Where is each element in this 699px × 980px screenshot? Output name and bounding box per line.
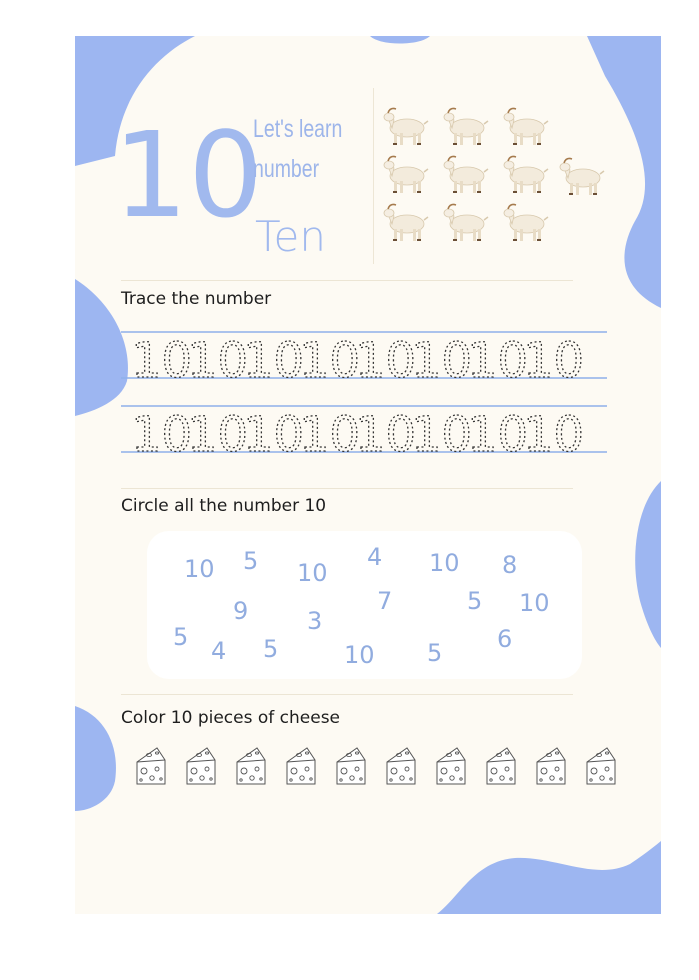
big-number: 10 <box>113 106 264 244</box>
section-divider <box>121 488 573 489</box>
number-word: Ten <box>255 212 326 261</box>
goat-icon <box>444 205 488 242</box>
cheese-row <box>135 744 635 792</box>
number-item[interactable]: 4 <box>367 543 383 571</box>
goat-icon <box>504 205 548 242</box>
goat-icon <box>384 205 428 242</box>
number-item[interactable]: 4 <box>211 637 227 665</box>
number-item[interactable]: 10 <box>519 589 550 617</box>
trace-number[interactable]: 10 <box>355 333 417 389</box>
cheese-icon[interactable] <box>237 748 265 784</box>
goat-icon <box>560 159 604 196</box>
trace-number[interactable]: 10 <box>523 333 585 389</box>
cheese-icon[interactable] <box>487 748 515 784</box>
trace-number[interactable]: 10 <box>243 407 305 454</box>
goat-icon <box>444 109 488 146</box>
goat-icon <box>384 157 428 194</box>
number-cloud <box>147 531 582 679</box>
worksheet <box>75 36 661 914</box>
cheese-title: Color 10 pieces of cheese <box>121 708 341 728</box>
goat-icon <box>504 157 548 194</box>
number-item[interactable]: 3 <box>307 607 323 635</box>
trace-number[interactable]: 10 <box>467 407 529 454</box>
trace-number[interactable]: 10 <box>131 407 193 454</box>
trace-number[interactable]: 10 <box>355 407 417 454</box>
trace-number[interactable]: 10 <box>523 407 585 454</box>
header-divider <box>373 88 374 264</box>
learn-heading <box>253 109 342 189</box>
cheese-icon[interactable] <box>387 748 415 784</box>
tracing-area <box>119 324 609 454</box>
goat-illustrations <box>383 106 613 266</box>
cheese-icon[interactable] <box>537 748 565 784</box>
number-item[interactable]: 10 <box>184 555 215 583</box>
trace-number[interactable]: 10 <box>187 407 249 454</box>
trace-number[interactable]: 10 <box>131 333 193 389</box>
number-item[interactable]: 5 <box>173 623 189 651</box>
goat-icon <box>384 109 428 146</box>
number-item[interactable]: 5 <box>263 635 279 663</box>
section-divider <box>121 280 573 281</box>
goat-icon <box>504 109 548 146</box>
number-item[interactable]: 8 <box>502 551 518 579</box>
circle-title: Circle all the number 10 <box>121 496 327 516</box>
cheese-icon[interactable] <box>287 748 315 784</box>
trace-number[interactable]: 10 <box>467 333 529 389</box>
number-item[interactable]: 10 <box>429 549 460 577</box>
number-item[interactable]: 6 <box>497 625 513 653</box>
trace-title: Trace the number <box>121 289 272 309</box>
trace-number[interactable]: 10 <box>411 407 473 454</box>
cheese-icon[interactable] <box>187 748 215 784</box>
trace-number[interactable]: 10 <box>411 333 473 389</box>
learn-line-2: number <box>253 155 320 183</box>
number-item[interactable]: 7 <box>377 587 393 615</box>
number-item[interactable]: 10 <box>344 641 375 669</box>
number-item[interactable]: 9 <box>233 597 249 625</box>
learn-line-1: Let's learn <box>253 115 343 143</box>
trace-number[interactable]: 10 <box>187 333 249 389</box>
number-item[interactable]: 5 <box>243 547 259 575</box>
goat-icon <box>444 157 488 194</box>
cheese-icon[interactable] <box>587 748 615 784</box>
number-item[interactable]: 5 <box>427 639 443 667</box>
section-divider <box>121 694 573 695</box>
trace-number[interactable]: 10 <box>299 407 361 454</box>
number-item[interactable]: 5 <box>467 587 483 615</box>
cheese-icon[interactable] <box>437 748 465 784</box>
number-item[interactable]: 10 <box>297 559 328 587</box>
cheese-icon[interactable] <box>337 748 365 784</box>
trace-number[interactable]: 10 <box>243 333 305 389</box>
trace-number[interactable]: 10 <box>299 333 361 389</box>
cheese-icon[interactable] <box>137 748 165 784</box>
